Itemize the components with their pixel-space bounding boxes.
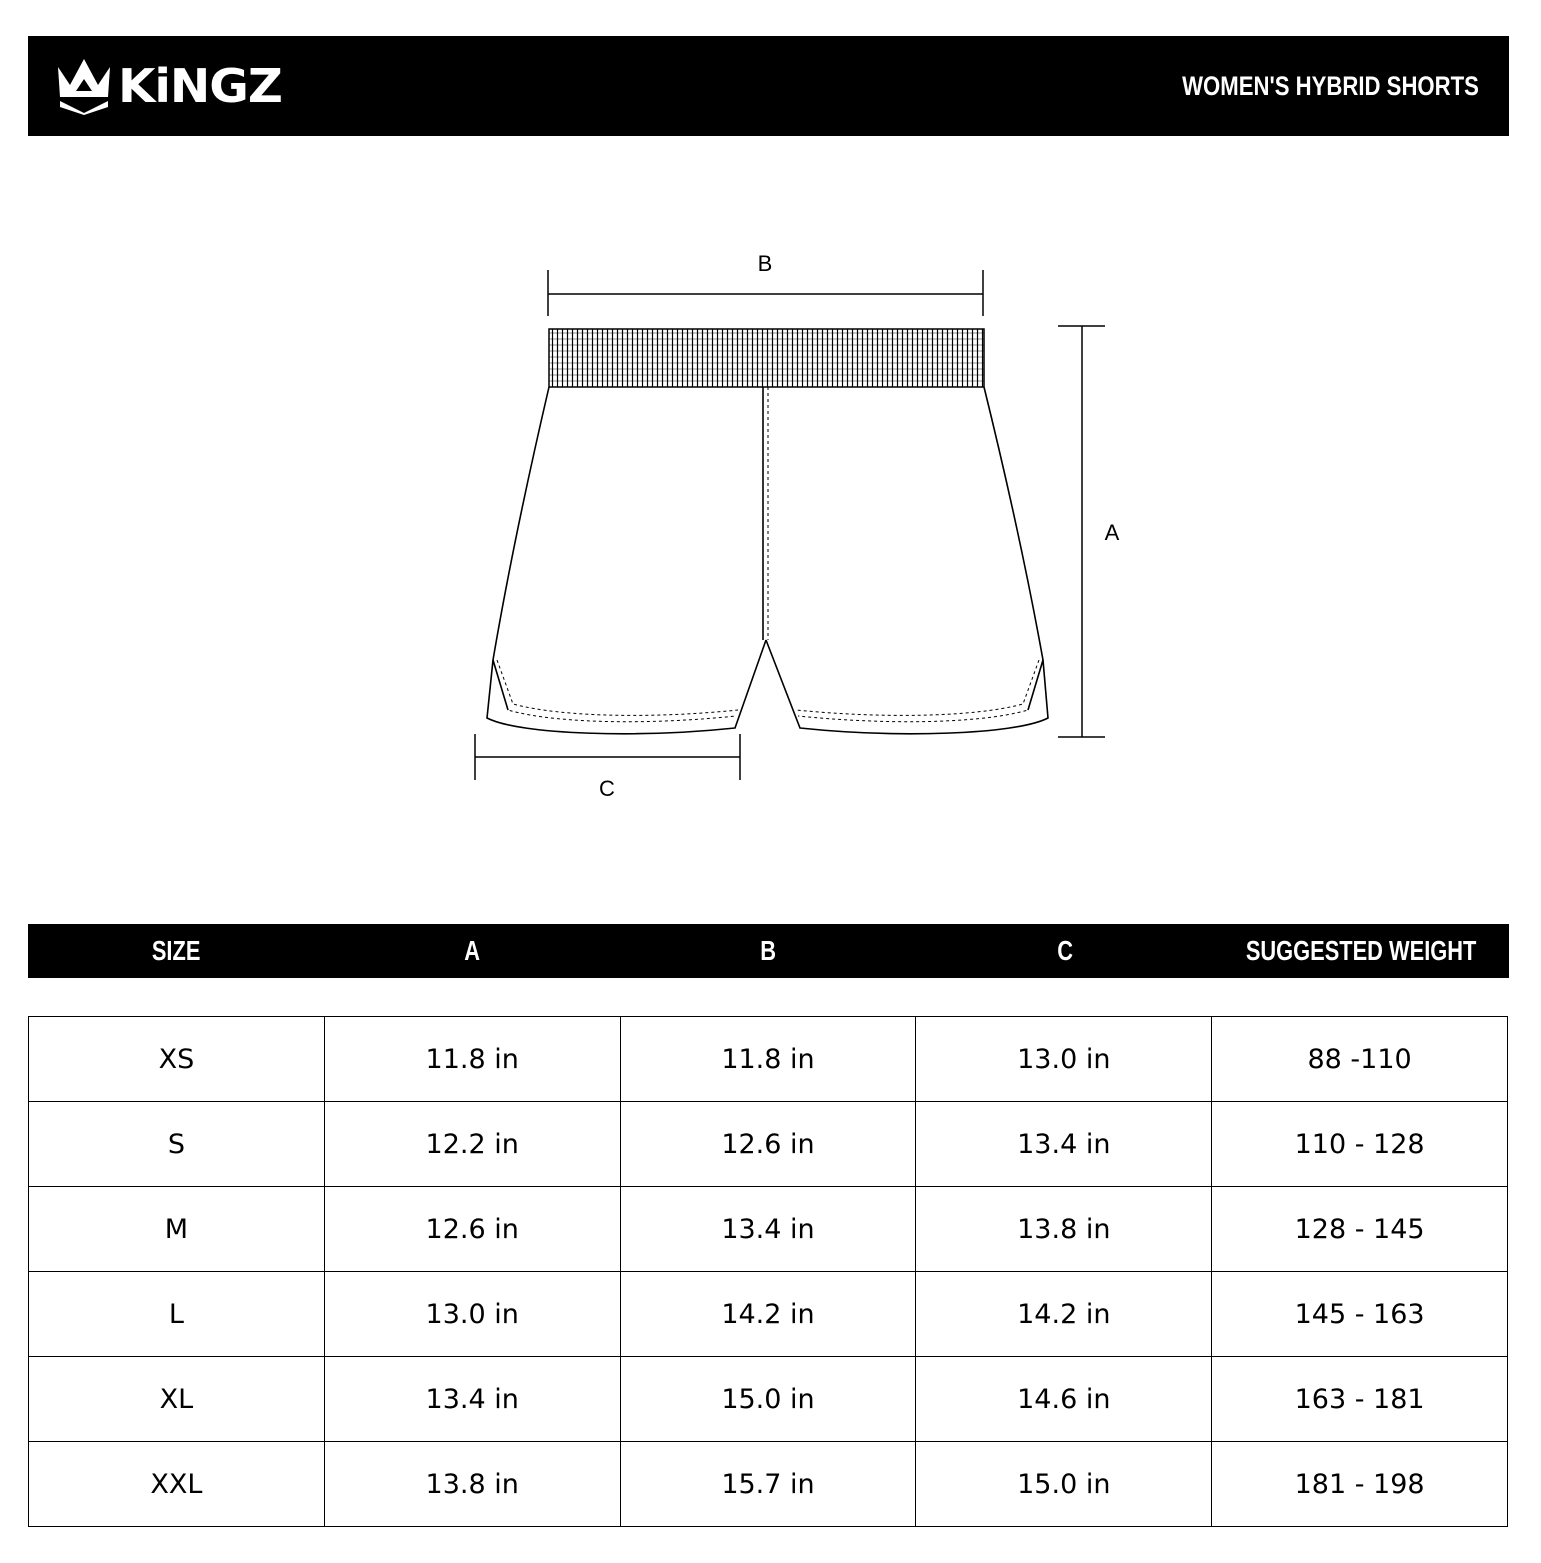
dimension-c — [475, 734, 740, 780]
product-title: WOMEN'S HYBRID SHORTS — [1182, 71, 1479, 101]
table-row — [29, 1102, 1508, 1187]
label-c: C — [599, 776, 615, 801]
cell-c: 13.0 in — [916, 1017, 1212, 1102]
cell-weight: 110 - 128 — [1212, 1102, 1508, 1187]
cell-b: 15.7 in — [620, 1442, 916, 1527]
table-header — [28, 924, 1509, 1020]
cell-size: M — [29, 1187, 325, 1272]
col-header-b: B — [760, 935, 777, 966]
cell-weight: 181 - 198 — [1212, 1442, 1508, 1527]
cell-c: 13.4 in — [916, 1102, 1212, 1187]
table-row — [29, 1442, 1508, 1527]
cell-b: 12.6 in — [620, 1102, 916, 1187]
cell-weight: 88 -110 — [1212, 1017, 1508, 1102]
cell-a: 12.6 in — [324, 1187, 620, 1272]
shorts-body — [487, 387, 1048, 734]
dimension-a — [1058, 326, 1105, 737]
table-row — [29, 1272, 1508, 1357]
cell-weight: 145 - 163 — [1212, 1272, 1508, 1357]
col-header-a: A — [464, 935, 481, 966]
brand-name: KiNGZ — [118, 59, 282, 113]
cell-a: 13.0 in — [324, 1272, 620, 1357]
cell-size: S — [29, 1102, 325, 1187]
col-header-weight: SUGGESTED WEIGHT (LBS) — [1245, 935, 1477, 1020]
table-row — [29, 1357, 1508, 1442]
label-b: B — [757, 251, 773, 276]
table-row — [29, 1017, 1508, 1102]
cell-b: 13.4 in — [620, 1187, 916, 1272]
cell-size: L — [29, 1272, 325, 1357]
cell-c: 14.2 in — [916, 1272, 1212, 1357]
cell-weight: 163 - 181 — [1212, 1357, 1508, 1442]
cell-weight: 128 - 145 — [1212, 1187, 1508, 1272]
cell-size: XXL — [29, 1442, 325, 1527]
cell-b: 14.2 in — [620, 1272, 916, 1357]
size-table — [28, 1016, 1508, 1527]
cell-a: 12.2 in — [324, 1102, 620, 1187]
col-header-size: SIZE — [151, 935, 201, 966]
col-header-c: C — [1056, 935, 1073, 966]
label-a: A — [1104, 520, 1120, 545]
cell-c: 14.6 in — [916, 1357, 1212, 1442]
cell-b: 11.8 in — [620, 1017, 916, 1102]
cell-a: 13.4 in — [324, 1357, 620, 1442]
cell-size: XS — [29, 1017, 325, 1102]
cell-c: 13.8 in — [916, 1187, 1212, 1272]
cell-b: 15.0 in — [620, 1357, 916, 1442]
cell-a: 11.8 in — [324, 1017, 620, 1102]
cell-c: 15.0 in — [916, 1442, 1212, 1527]
cell-a: 13.8 in — [324, 1442, 620, 1527]
table-row — [29, 1187, 1508, 1272]
cell-size: XL — [29, 1357, 325, 1442]
dimension-b — [548, 270, 983, 316]
